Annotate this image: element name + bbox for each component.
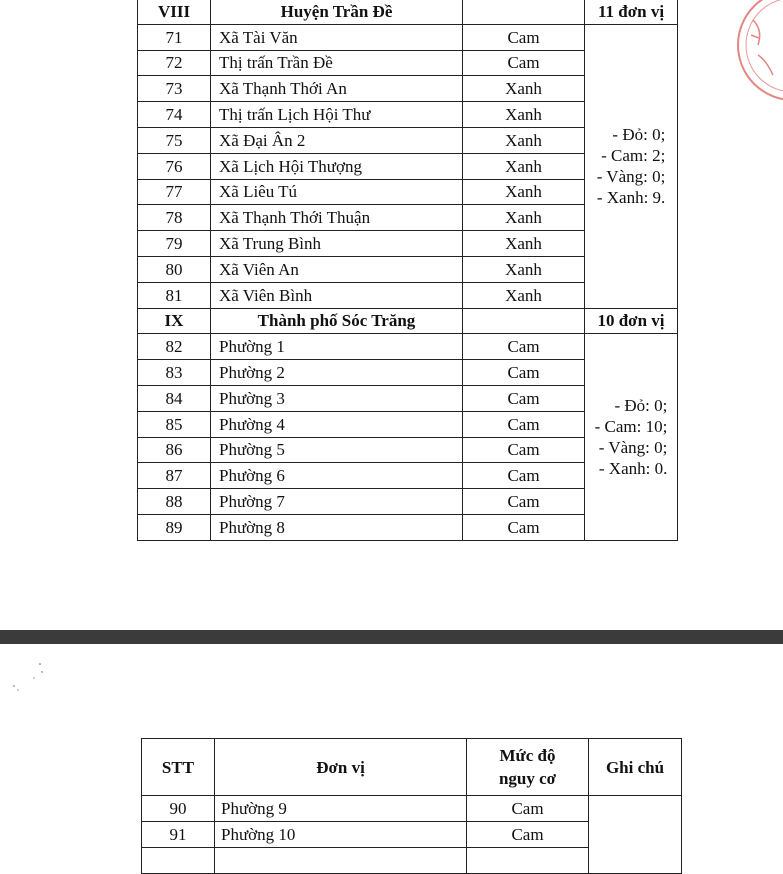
section-count: 10 đơn vị (585, 308, 678, 334)
scan-specks (12, 660, 52, 700)
row-unit: Phường 6 (211, 463, 463, 489)
summary-lines (597, 124, 666, 208)
section-name: Thành phố Sóc Trăng (211, 308, 463, 334)
row-level: Cam (467, 796, 589, 822)
row-stt: 71 (138, 24, 211, 50)
row-stt: 88 (138, 489, 211, 515)
row-unit: Thị trấn Lịch Hội Thư (211, 102, 463, 128)
section-level-empty (463, 0, 585, 24)
row-level: Cam (463, 411, 585, 437)
row-unit: Phường 4 (211, 411, 463, 437)
risk-table-part-2 (141, 738, 682, 874)
row-stt: 73 (138, 76, 211, 102)
row-stt: 80 (138, 256, 211, 282)
row-level: Cam (463, 514, 585, 540)
section-summary (585, 334, 678, 540)
section-header-viii (138, 0, 678, 24)
row-unit: Xã Thạnh Thới Thuận (211, 205, 463, 231)
row-note (589, 796, 682, 874)
row-stt: 89 (138, 514, 211, 540)
row-level: Cam (467, 822, 589, 848)
section-number: IX (138, 308, 211, 334)
summary-line: - Vàng: 0; (596, 167, 666, 187)
row-level: Xanh (463, 127, 585, 153)
section-name: Huyện Trần Đề (211, 0, 463, 24)
row-unit: Xã Trung Bình (211, 231, 463, 257)
row-unit: Xã Viên Bình (211, 282, 463, 308)
section-count: 11 đơn vị (585, 0, 678, 24)
summary-line: - Đỏ: 0; (614, 396, 668, 416)
row-stt: 79 (138, 231, 211, 257)
row-unit: Phường 10 (215, 822, 467, 848)
page-separator (0, 630, 783, 644)
row-stt: 81 (138, 282, 211, 308)
row-unit: Thị trấn Trần Đề (211, 50, 463, 76)
section-number: VIII (138, 0, 211, 24)
row-stt: 91 (142, 822, 215, 848)
section-level-empty (463, 308, 585, 334)
row-level: Xanh (463, 179, 585, 205)
header-level-line-2: nguy cơ (498, 769, 557, 788)
row-level: Xanh (463, 205, 585, 231)
row-stt: 86 (138, 437, 211, 463)
row-level: Cam (463, 463, 585, 489)
table-header-row (142, 739, 682, 796)
row-unit (215, 848, 467, 874)
row-stt: 76 (138, 153, 211, 179)
row-level: Xanh (463, 231, 585, 257)
table-row (142, 796, 682, 822)
row-unit: Phường 1 (211, 334, 463, 360)
row-unit: Phường 3 (211, 385, 463, 411)
row-stt: 85 (138, 411, 211, 437)
summary-line: - Cam: 2; (601, 146, 666, 166)
row-level: Xanh (463, 282, 585, 308)
row-level (467, 848, 589, 874)
row-level: Cam (463, 334, 585, 360)
row-stt: 82 (138, 334, 211, 360)
section-header-ix (138, 308, 678, 334)
section-summary (585, 24, 678, 308)
row-stt: 90 (142, 796, 215, 822)
red-seal-stamp (733, 0, 783, 130)
row-stt (142, 848, 215, 874)
row-stt: 84 (138, 385, 211, 411)
document-page-2 (0, 644, 783, 846)
row-level: Cam (463, 50, 585, 76)
summary-line: - Xanh: 9. (596, 188, 666, 208)
header-unit: Đơn vị (215, 739, 467, 796)
table-row (138, 24, 678, 50)
row-stt: 74 (138, 102, 211, 128)
row-unit: Xã Đại Ân 2 (211, 127, 463, 153)
risk-table-part-1 (137, 0, 678, 541)
row-level: Xanh (463, 256, 585, 282)
row-level: Cam (463, 489, 585, 515)
row-stt: 77 (138, 179, 211, 205)
row-level: Xanh (463, 153, 585, 179)
row-level: Cam (463, 360, 585, 386)
row-unit: Xã Thạnh Thới An (211, 76, 463, 102)
row-level: Cam (463, 437, 585, 463)
row-stt: 78 (138, 205, 211, 231)
summary-line: - Cam: 10; (594, 417, 668, 437)
header-level (467, 739, 589, 796)
row-unit: Xã Tài Văn (211, 24, 463, 50)
row-stt: 87 (138, 463, 211, 489)
row-unit: Phường 5 (211, 437, 463, 463)
row-unit: Xã Liêu Tú (211, 179, 463, 205)
row-level: Cam (463, 24, 585, 50)
row-unit: Phường 2 (211, 360, 463, 386)
row-level: Xanh (463, 102, 585, 128)
row-unit: Phường 9 (215, 796, 467, 822)
header-stt: STT (142, 739, 215, 796)
row-unit: Xã Lịch Hội Thượng (211, 153, 463, 179)
row-stt: 75 (138, 127, 211, 153)
summary-line: - Đỏ: 0; (612, 125, 666, 145)
row-unit: Phường 8 (211, 514, 463, 540)
summary-lines (595, 395, 668, 479)
row-unit: Phường 7 (211, 489, 463, 515)
summary-line: - Xanh: 0. (598, 459, 668, 479)
row-unit: Xã Viên An (211, 256, 463, 282)
header-note: Ghi chú (589, 739, 682, 796)
table-row (138, 334, 678, 360)
row-level: Cam (463, 385, 585, 411)
header-level-line-1: Mức độ (499, 746, 556, 765)
row-level: Xanh (463, 76, 585, 102)
row-stt: 72 (138, 50, 211, 76)
summary-line: - Vàng: 0; (598, 438, 668, 458)
row-stt: 83 (138, 360, 211, 386)
